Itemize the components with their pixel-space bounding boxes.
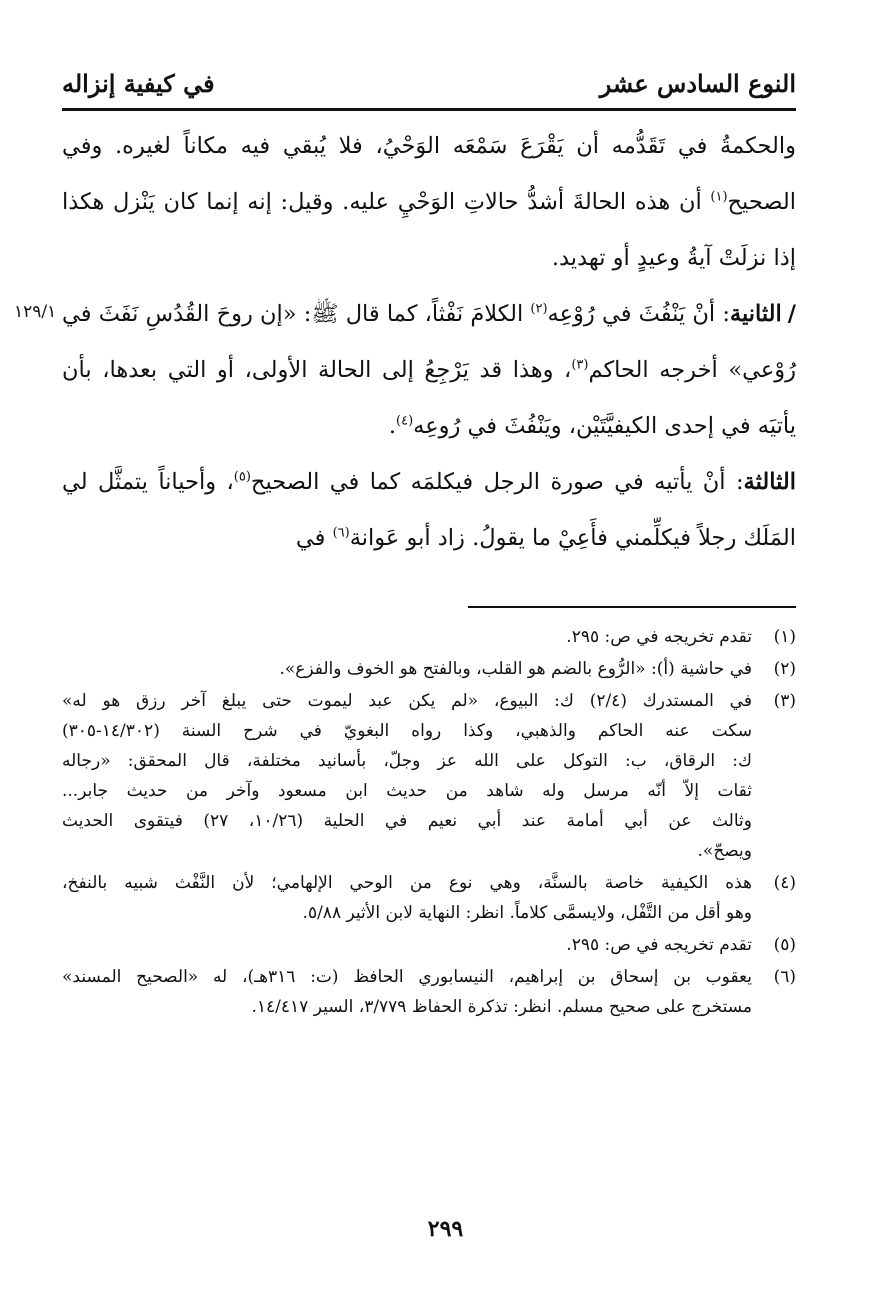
footnote-line: تقدم تخريجه في ص: ٢٩٥.	[566, 627, 752, 647]
footnotes	[62, 622, 796, 1024]
folio-marker: /	[787, 301, 796, 327]
page-number: ٢٩٩	[427, 1216, 464, 1242]
footnote-2	[62, 654, 796, 684]
footnote-line: يعقوب بن إسحاق بن إبراهيم، النيسابوري الحافظ (ت: ٣١٦هـ)، له «الصحيح المسند»	[62, 967, 752, 987]
footnote-line: ثقات إلاّ أنّه مرسل وله شاهد من حديث ابن مسعود وآخر من حديث جابر...	[62, 781, 752, 801]
footnote-ref[interactable]: (٥)	[233, 469, 251, 485]
text-line: أن هذه الحالةَ أشدُّ حالاتِ الوَحْيِ عليه. وقيل: إنه إنما كان	[163, 189, 711, 215]
text-line: ، وهذا قد يَرْجِعُ إلى الحالة الأولى،	[244, 357, 572, 383]
footnote-line: وهو أقل من التَّفْل، ولايسمَّى كلاماً. انظر: النهاية لابن الأثير ٥/٨٨.	[302, 903, 752, 923]
paragraph-3	[62, 454, 796, 566]
footnote-line: في حاشية (أ): «الرُّوع بالضم هو القلب، وبالفتح هو الخوف والفزع».	[279, 659, 752, 679]
footnote-line: هذه الكيفية خاصة بالسنَّة، وهي نوع من الوحي الإلهامي؛ لأن النَّفْث شبيه بالنفخ،	[62, 873, 752, 893]
footnote-line: سكت عنه الحاكم والذهبي، وكذا رواه البغويّ في شرح السنة (١٤/٣٠٢-٣٠٥)	[62, 721, 752, 741]
chapter-title: النوع السادس عشر	[599, 68, 796, 98]
footnote-ref[interactable]: (١)	[710, 189, 728, 205]
header-rule	[62, 108, 796, 111]
footnote-line: وثالث عن أبي أمامة عند أبي نعيم في الحلية (١٠/٢٦، ٢٧) فيتقوى الحديث	[62, 811, 752, 831]
footnote-number: (٥)	[773, 935, 796, 955]
footnote-separator	[468, 606, 796, 608]
footnote-4	[62, 868, 796, 928]
text-line: .	[388, 413, 397, 439]
footnote-ref[interactable]: (٤)	[396, 413, 414, 429]
footnote-number: (٣)	[773, 691, 796, 711]
text-line: والحكمةُ في تَقَدُّمه أن يَقْرَعَ سَمْعَه الوَحْيُ، فلا يُبقي فيه مكاناً لغيره. وفي	[62, 133, 796, 159]
text-line: أو التي بعدها، بأن يأتيَه في إحدى الكيفيَّتَيْن، ويَنْفُثَ في رُوعِه	[62, 357, 796, 439]
running-header	[62, 60, 796, 106]
footnote-ref[interactable]: (٦)	[332, 525, 350, 541]
footnote-6	[62, 962, 796, 1022]
footnote-3	[62, 686, 796, 866]
text-line: في	[295, 525, 333, 551]
margin-manuscript-folio: ١٢٩/١	[14, 302, 57, 322]
text-line: القُدُسِ نَفَثَ في رُوْعي» أخرجه الحاكم	[62, 301, 797, 383]
text-line: يَنْزل هكذا إذا نزلَتْ آيةُ وعيدٍ أو تهديد.	[62, 189, 796, 271]
paragraph-1	[62, 118, 796, 286]
text-line: : أنْ يأتيه في صورة الرجل فيكلمَه كما في الصحيح	[250, 469, 744, 495]
main-text	[62, 118, 796, 566]
footnote-ref[interactable]: (٣)	[571, 357, 589, 373]
text-line: يتمثَّل لي المَلَك رجلاً فيكلِّمني فأَعِيْ ما يقولُ. زاد أبو عَوانة	[62, 469, 796, 551]
text-line: الصحيح	[727, 189, 796, 215]
footnote-line: في المستدرك (٢/٤) ك: البيوع، «لم يكن عبد ليموت حتى يبلغ آخر رزق هو له»	[62, 691, 752, 711]
footnote-line: تقدم تخريجه في ص: ٢٩٥.	[566, 935, 752, 955]
footnote-5	[62, 930, 796, 960]
text-line: ، وأحياناً	[158, 469, 234, 495]
section-label: الثالثة	[743, 469, 797, 495]
section-title: في كيفية إنزاله	[62, 68, 215, 98]
footnote-number: (١)	[773, 627, 796, 647]
section-label: الثانية	[729, 301, 782, 327]
footnote-number: (٦)	[773, 967, 796, 987]
text-line: الكلامَ نَفْثاً، كما قال ﷺ: «إن روحَ	[216, 301, 531, 327]
footnote-1	[62, 622, 796, 652]
footnote-number: (٤)	[773, 873, 796, 893]
footnote-line: ك: الرقاق، ب: التوكل على الله عز وجلّ، بأسانيد مختلفة، قال المحقق: «رجاله	[62, 751, 752, 771]
footnote-line: ويصحّ».	[697, 841, 752, 861]
footnote-ref[interactable]: (٢)	[530, 301, 548, 317]
footnote-number: (٢)	[773, 659, 796, 679]
footnote-line: مستخرج على صحيح مسلم. انظر: تذكرة الحفاظ ٣/٧٧٩، السير ١٤/٤١٧.	[251, 997, 752, 1017]
paragraph-2	[62, 286, 796, 454]
text-line: : أنْ يَنْفُثَ في رُوْعِه	[547, 301, 730, 327]
